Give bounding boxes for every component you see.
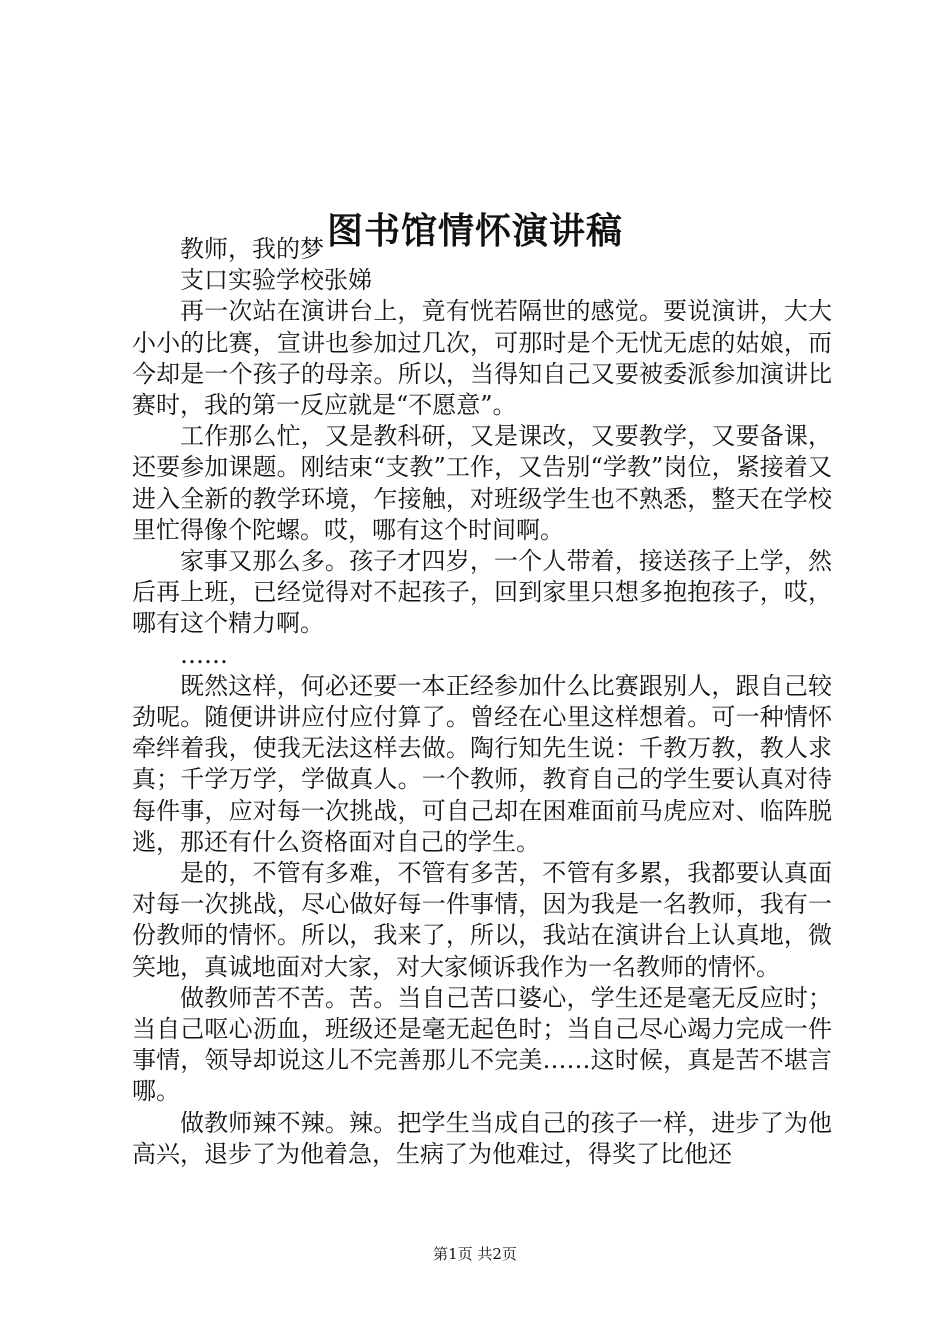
page-footer: 第1页 共2页 (433, 1245, 517, 1263)
document-title: 图书馆情怀演讲稿 (326, 210, 623, 253)
paragraph: 工作那么忙，又是教科研，又是课改，又要教学，又要备课，还要参加课题。刚结束“支教”工作，又告别“学教”岗位，紧接着又进入全新的教学环境，乍接触，对班级学生也不熟悉，整天在学校里忙得像个陀螺。哎，哪有这个时间啊。 (132, 422, 832, 544)
paragraph: 家事又那么多。孩子才四岁，一个人带着，接送孩子上学，然后再上班，已经觉得对不起孩子，回到家里只想多抱抱孩子，哎，哪有这个精力啊。 (132, 547, 832, 638)
paragraph: 教师，我的梦 (180, 235, 324, 263)
paragraph: 再一次站在演讲台上，竟有恍若隔世的感觉。要说演讲，大大小小的比赛，宣讲也参加过几次，可那时是个无忧无虑的姑娘，而今却是一个孩子的母亲。所以，当得知自己又要被委派参加演讲比赛时，我的第一反应就是“不愿意”。 (132, 297, 832, 420)
paragraph: 既然这样，何必还要一本正经参加什么比赛跟别人，跟自己较劲呢。随便讲讲应付应付算了。曾经在心里这样想着。可一种情怀牵绊着我，使我无法这样去做。陶行知先生说：千教万教，教人求真；千学万学，学做真人。一个教师，教育自己的学生要认真对待每件事，应对每一次挑战，可自己却在困难面前马虎应对、临阵脱逃，那还有什么资格面对自己的学生。 (132, 671, 832, 856)
paragraph: …… (180, 640, 228, 669)
paragraph: 做教师辣不辣。辣。把学生当成自己的孩子一样，进步了为他高兴，退步了为他着急，生病了为他难过，得奖了比他还 (132, 1108, 832, 1168)
paragraph: 支口实验学校张娣 (180, 266, 372, 295)
paragraph: 做教师苦不苦。苦。当自己苦口婆心，学生还是毫无反应时；当自己呕心沥血，班级还是毫无起色时；当自己尽心竭力完成一件事情，领导却说这儿不完善那儿不完美……这时候，真是苦不堪言哪。 (132, 983, 832, 1106)
paragraph: 是的，不管有多难，不管有多苦，不管有多累，我都要认真面对每一次挑战，尽心做好每一件事情，因为我是一名教师，我有一份教师的情怀。所以，我来了，所以，我站在演讲台上认真地，微笑地，真诚地面对大家，对大家倾诉我作为一名教师的情怀。 (132, 859, 832, 981)
document-body (132, 234, 832, 1170)
